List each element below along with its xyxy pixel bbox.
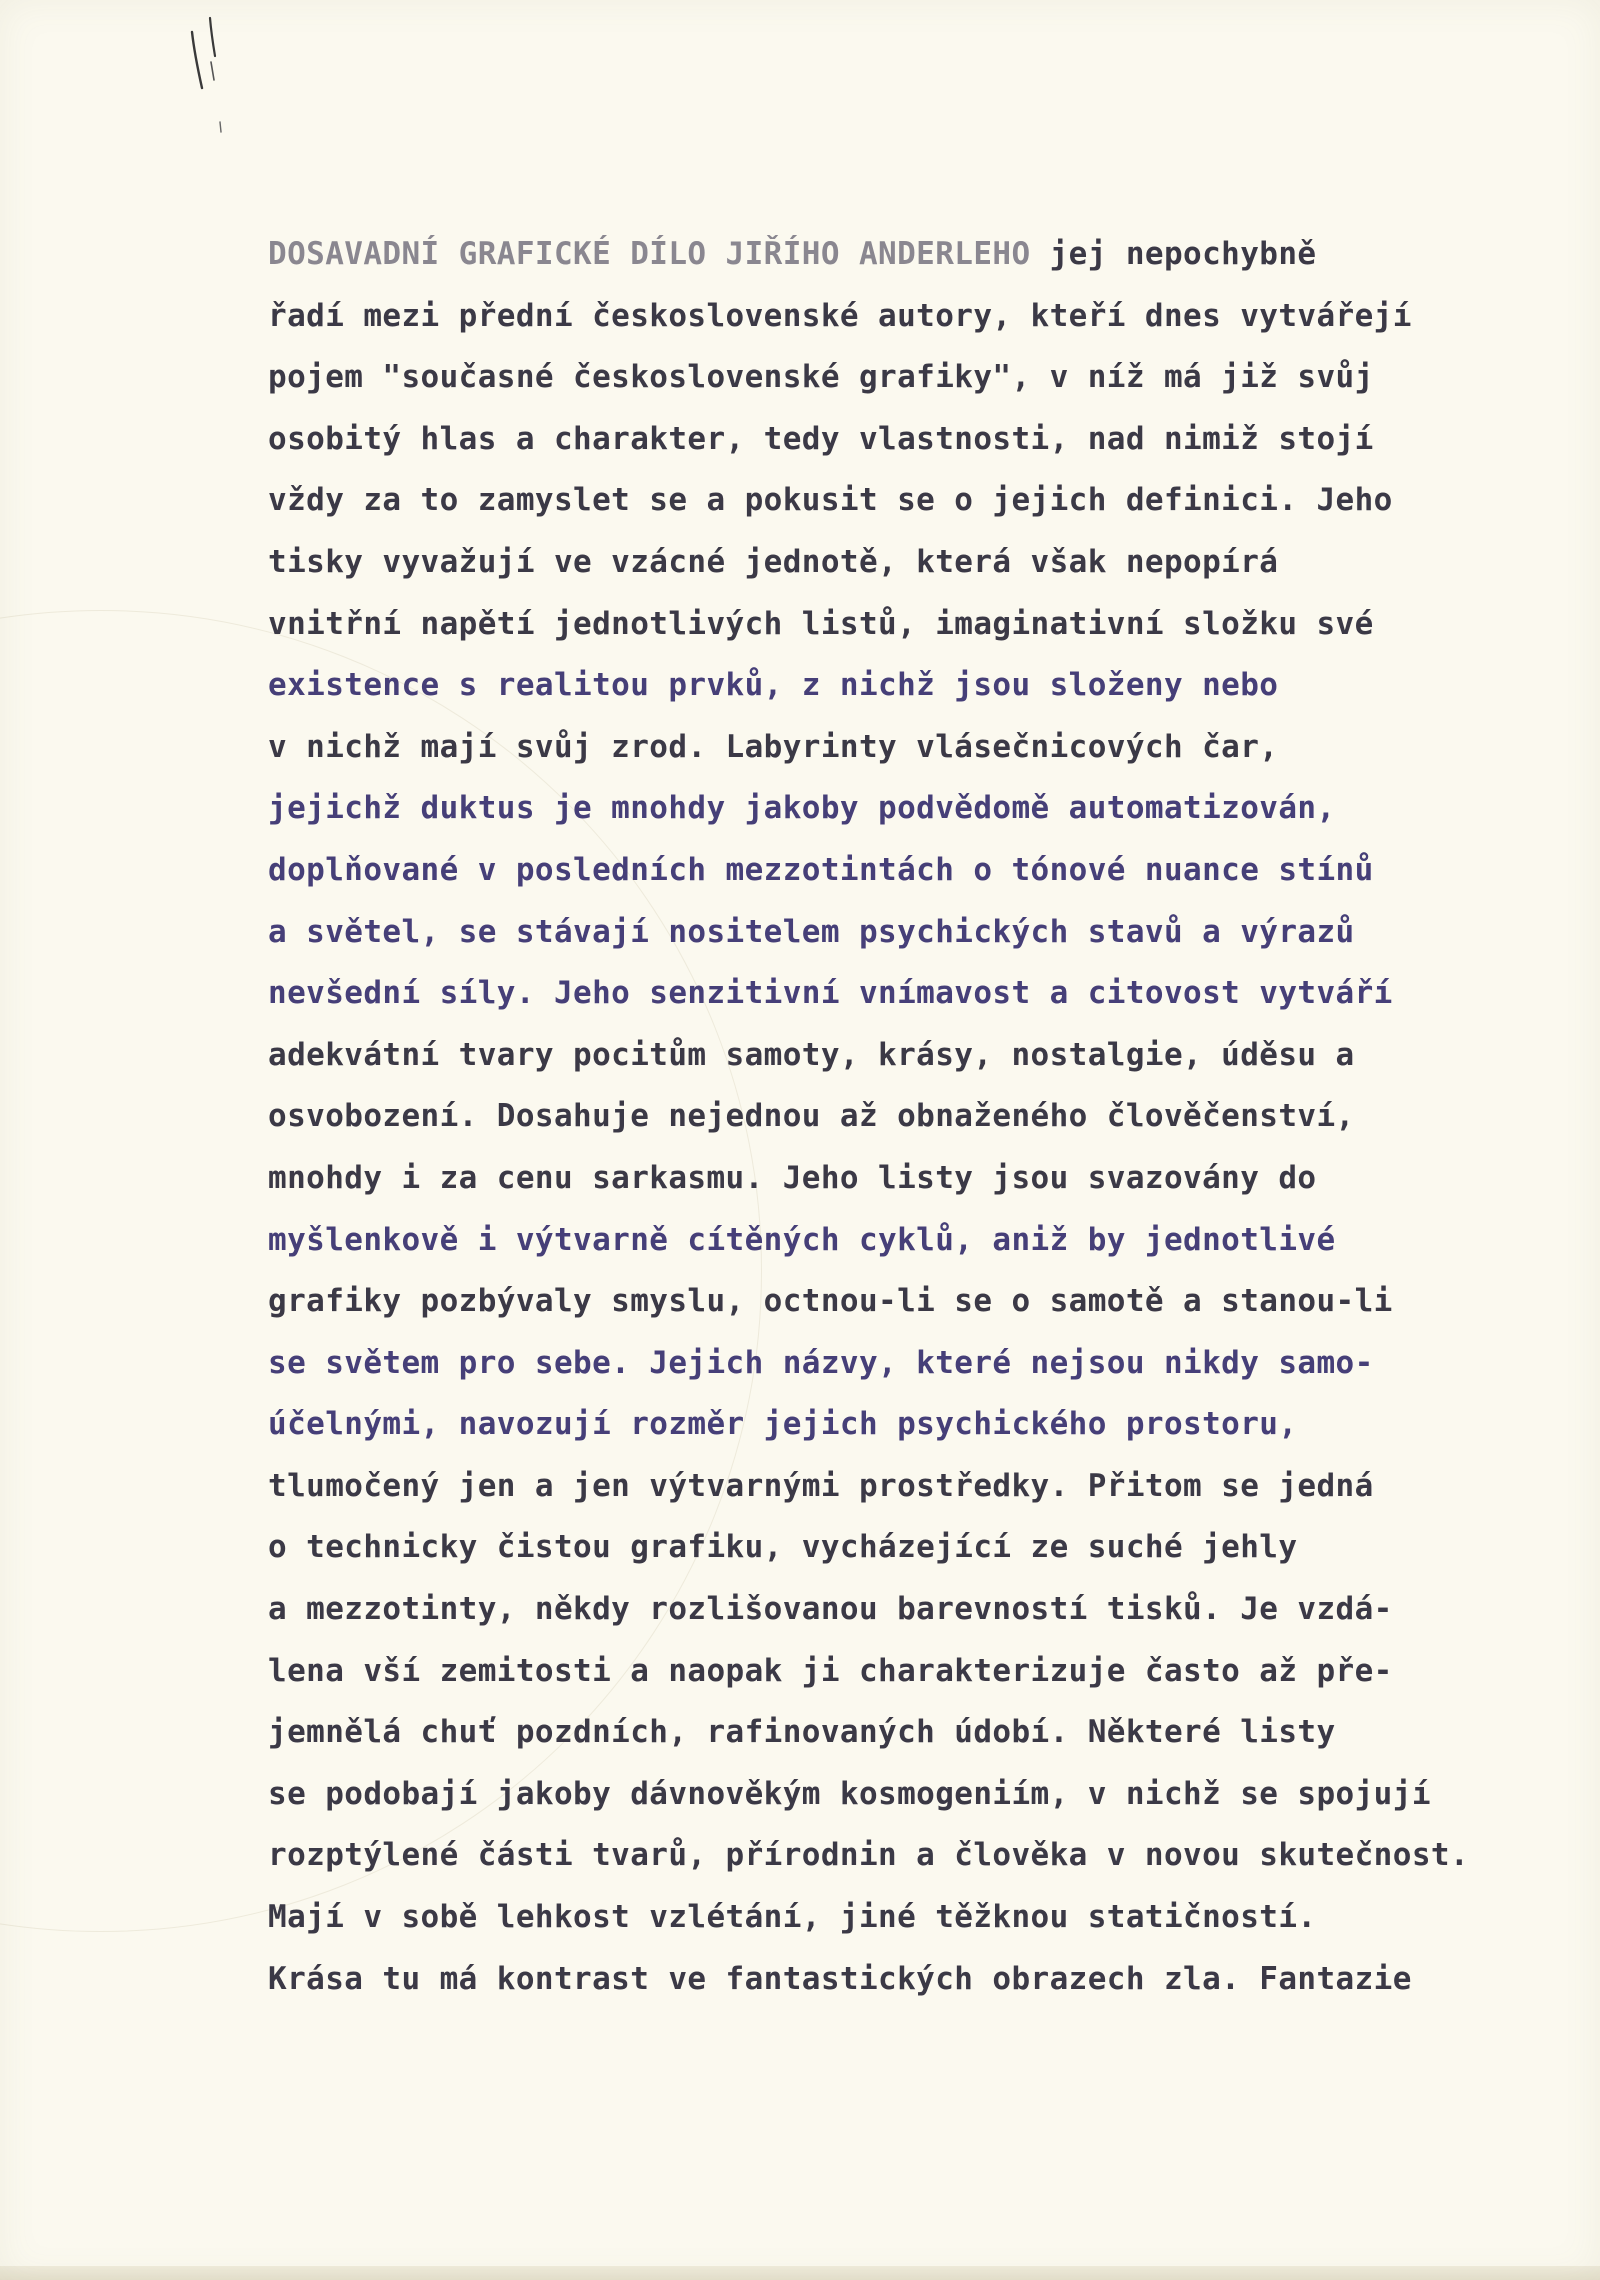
text-line: účelnými, navozují rozměr jejich psychického prostoru, — [268, 1406, 1298, 1443]
text-line: Mají v sobě lehkost vzlétání, jiné těžknou statičností. — [268, 1899, 1317, 1936]
text-line: mnohdy i za cenu sarkasmu. Jeho listy jsou svazovány do — [268, 1159, 1317, 1196]
text-line: a mezzotinty, někdy rozlišovanou barevností tisků. Je vzdá- — [268, 1591, 1393, 1628]
text-line — [268, 224, 1508, 286]
text-line: grafiky pozbývaly smyslu, octnou-li se o samotě a stanou-li — [268, 1283, 1393, 1320]
text-line: rozptýlené části tvarů, přírodnin a člověka v novou skutečnost. — [268, 1837, 1470, 1874]
text-line: tlumočený jen a jen výtvarnými prostředky. Přitom se jedná — [268, 1467, 1374, 1504]
text-line: osobitý hlas a charakter, tedy vlastnosti, nad nimiž stojí — [268, 420, 1374, 457]
text-line: Krása tu má kontrast ve fantastických obrazech zla. Fantazie — [268, 1960, 1412, 1997]
text-line: myšlenkově i výtvarně cítěných cyklů, aniž by jednotlivé — [268, 1221, 1336, 1258]
text-line: vnitřní napětí jednotlivých listů, imaginativní složku své — [268, 605, 1374, 642]
text-line: lena vší zemitosti a naopak ji charakterizuje často až pře- — [268, 1652, 1393, 1689]
text-line: řadí mezi přední československé autory, kteří dnes vytvářejí — [268, 297, 1412, 334]
text-line: existence s realitou prvků, z nichž jsou složeny nebo — [268, 667, 1279, 704]
body-text — [268, 224, 1508, 2010]
text-line: pojem "současné československé grafiky", v níž má již svůj — [268, 359, 1374, 396]
text-line: osvobození. Dosahuje nejednou až obnaženého člověčenství, — [268, 1098, 1355, 1135]
first-line-rest: jej nepochybně — [1030, 236, 1317, 272]
text-line: jejichž duktus je mnohdy jakoby podvědomě automatizován, — [268, 790, 1336, 827]
text-line: a světel, se stávají nositelem psychických stavů a výrazů — [268, 913, 1355, 950]
text-line: vždy za to zamyslet se a pokusit se o jejich definici. Jeho — [268, 482, 1393, 519]
text-line: nevšední síly. Jeho senzitivní vnímavost a citovost vytváří — [268, 975, 1393, 1012]
text-line: se světem pro sebe. Jejich názvy, které nejsou nikdy samo- — [268, 1344, 1374, 1381]
text-line: adekvátní tvary pocitům samoty, krásy, nostalgie, úděsu a — [268, 1036, 1355, 1073]
text-line: doplňované v posledních mezzotintách o tónové nuance stínů — [268, 851, 1374, 888]
text-line: jemnělá chuť pozdních, rafinovaných údobí. Některé listy — [268, 1714, 1336, 1751]
text-line: se podobají jakoby dávnověkým kosmogeniím, v nichž se spojují — [268, 1775, 1431, 1812]
text-line: tisky vyvažují ve vzácné jednotě, která však nepopírá — [268, 543, 1279, 580]
text-line: v nichž mají svůj zrod. Labyrinty vlásečnicových čar, — [268, 728, 1279, 765]
text-line: o technicky čistou grafiku, vycházející ze suché jehly — [268, 1529, 1298, 1566]
heading-caps: DOSAVADNÍ GRAFICKÉ DÍLO JIŘÍHO ANDERLEHO — [268, 236, 1031, 272]
pencil-marks — [180, 10, 240, 140]
paper-bottom-edge — [0, 2266, 1600, 2280]
